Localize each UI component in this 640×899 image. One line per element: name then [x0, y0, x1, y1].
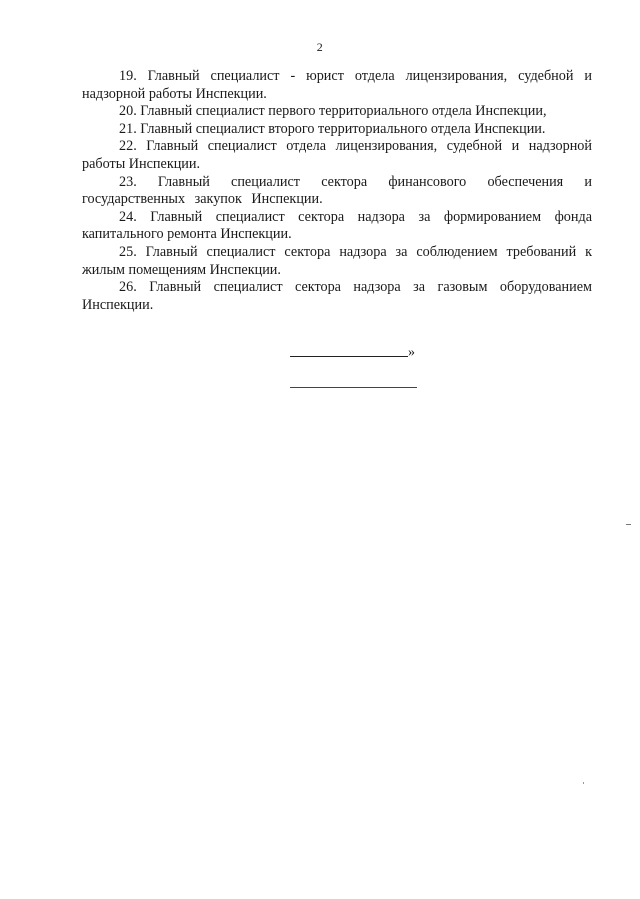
- document-body: [82, 68, 592, 314]
- list-item-25: 25. Главный специалист сектора надзора за соблюдением требований к жилым помещениям Инспекции.: [82, 243, 592, 278]
- closing-quote-mark: »: [408, 345, 415, 360]
- list-item-22: 22. Главный специалист отдела лицензирования, судебной и надзорной работы Инспекции.: [82, 138, 592, 172]
- list-item-26: 26. Главный специалист сектора надзора за газовым оборудованием Инспекции.: [82, 279, 592, 313]
- list-item-21: 21. Главный специалист второго территориального отдела Инспекции.: [119, 120, 546, 137]
- list-item-23: 23. Главный специалист сектора финансового обеспечения и государственных закупок Инспекции.: [82, 173, 592, 208]
- page-number: 2: [316, 40, 324, 54]
- closing-separator-line: [290, 387, 417, 388]
- scan-artifact-dot: [583, 782, 584, 784]
- list-item-20: 20. Главный специалист первого территориального отдела Инспекции,: [119, 103, 547, 120]
- scan-artifact-dash: [626, 524, 631, 525]
- closing-underline: [290, 356, 408, 357]
- list-item-24: 24. Главный специалист сектора надзора за формированием фонда капитального ремонта Инспекции.: [82, 208, 592, 243]
- list-item-19: 19. Главный специалист - юрист отдела лицензирования, судебной и надзорной работы Инспекции.: [82, 68, 592, 102]
